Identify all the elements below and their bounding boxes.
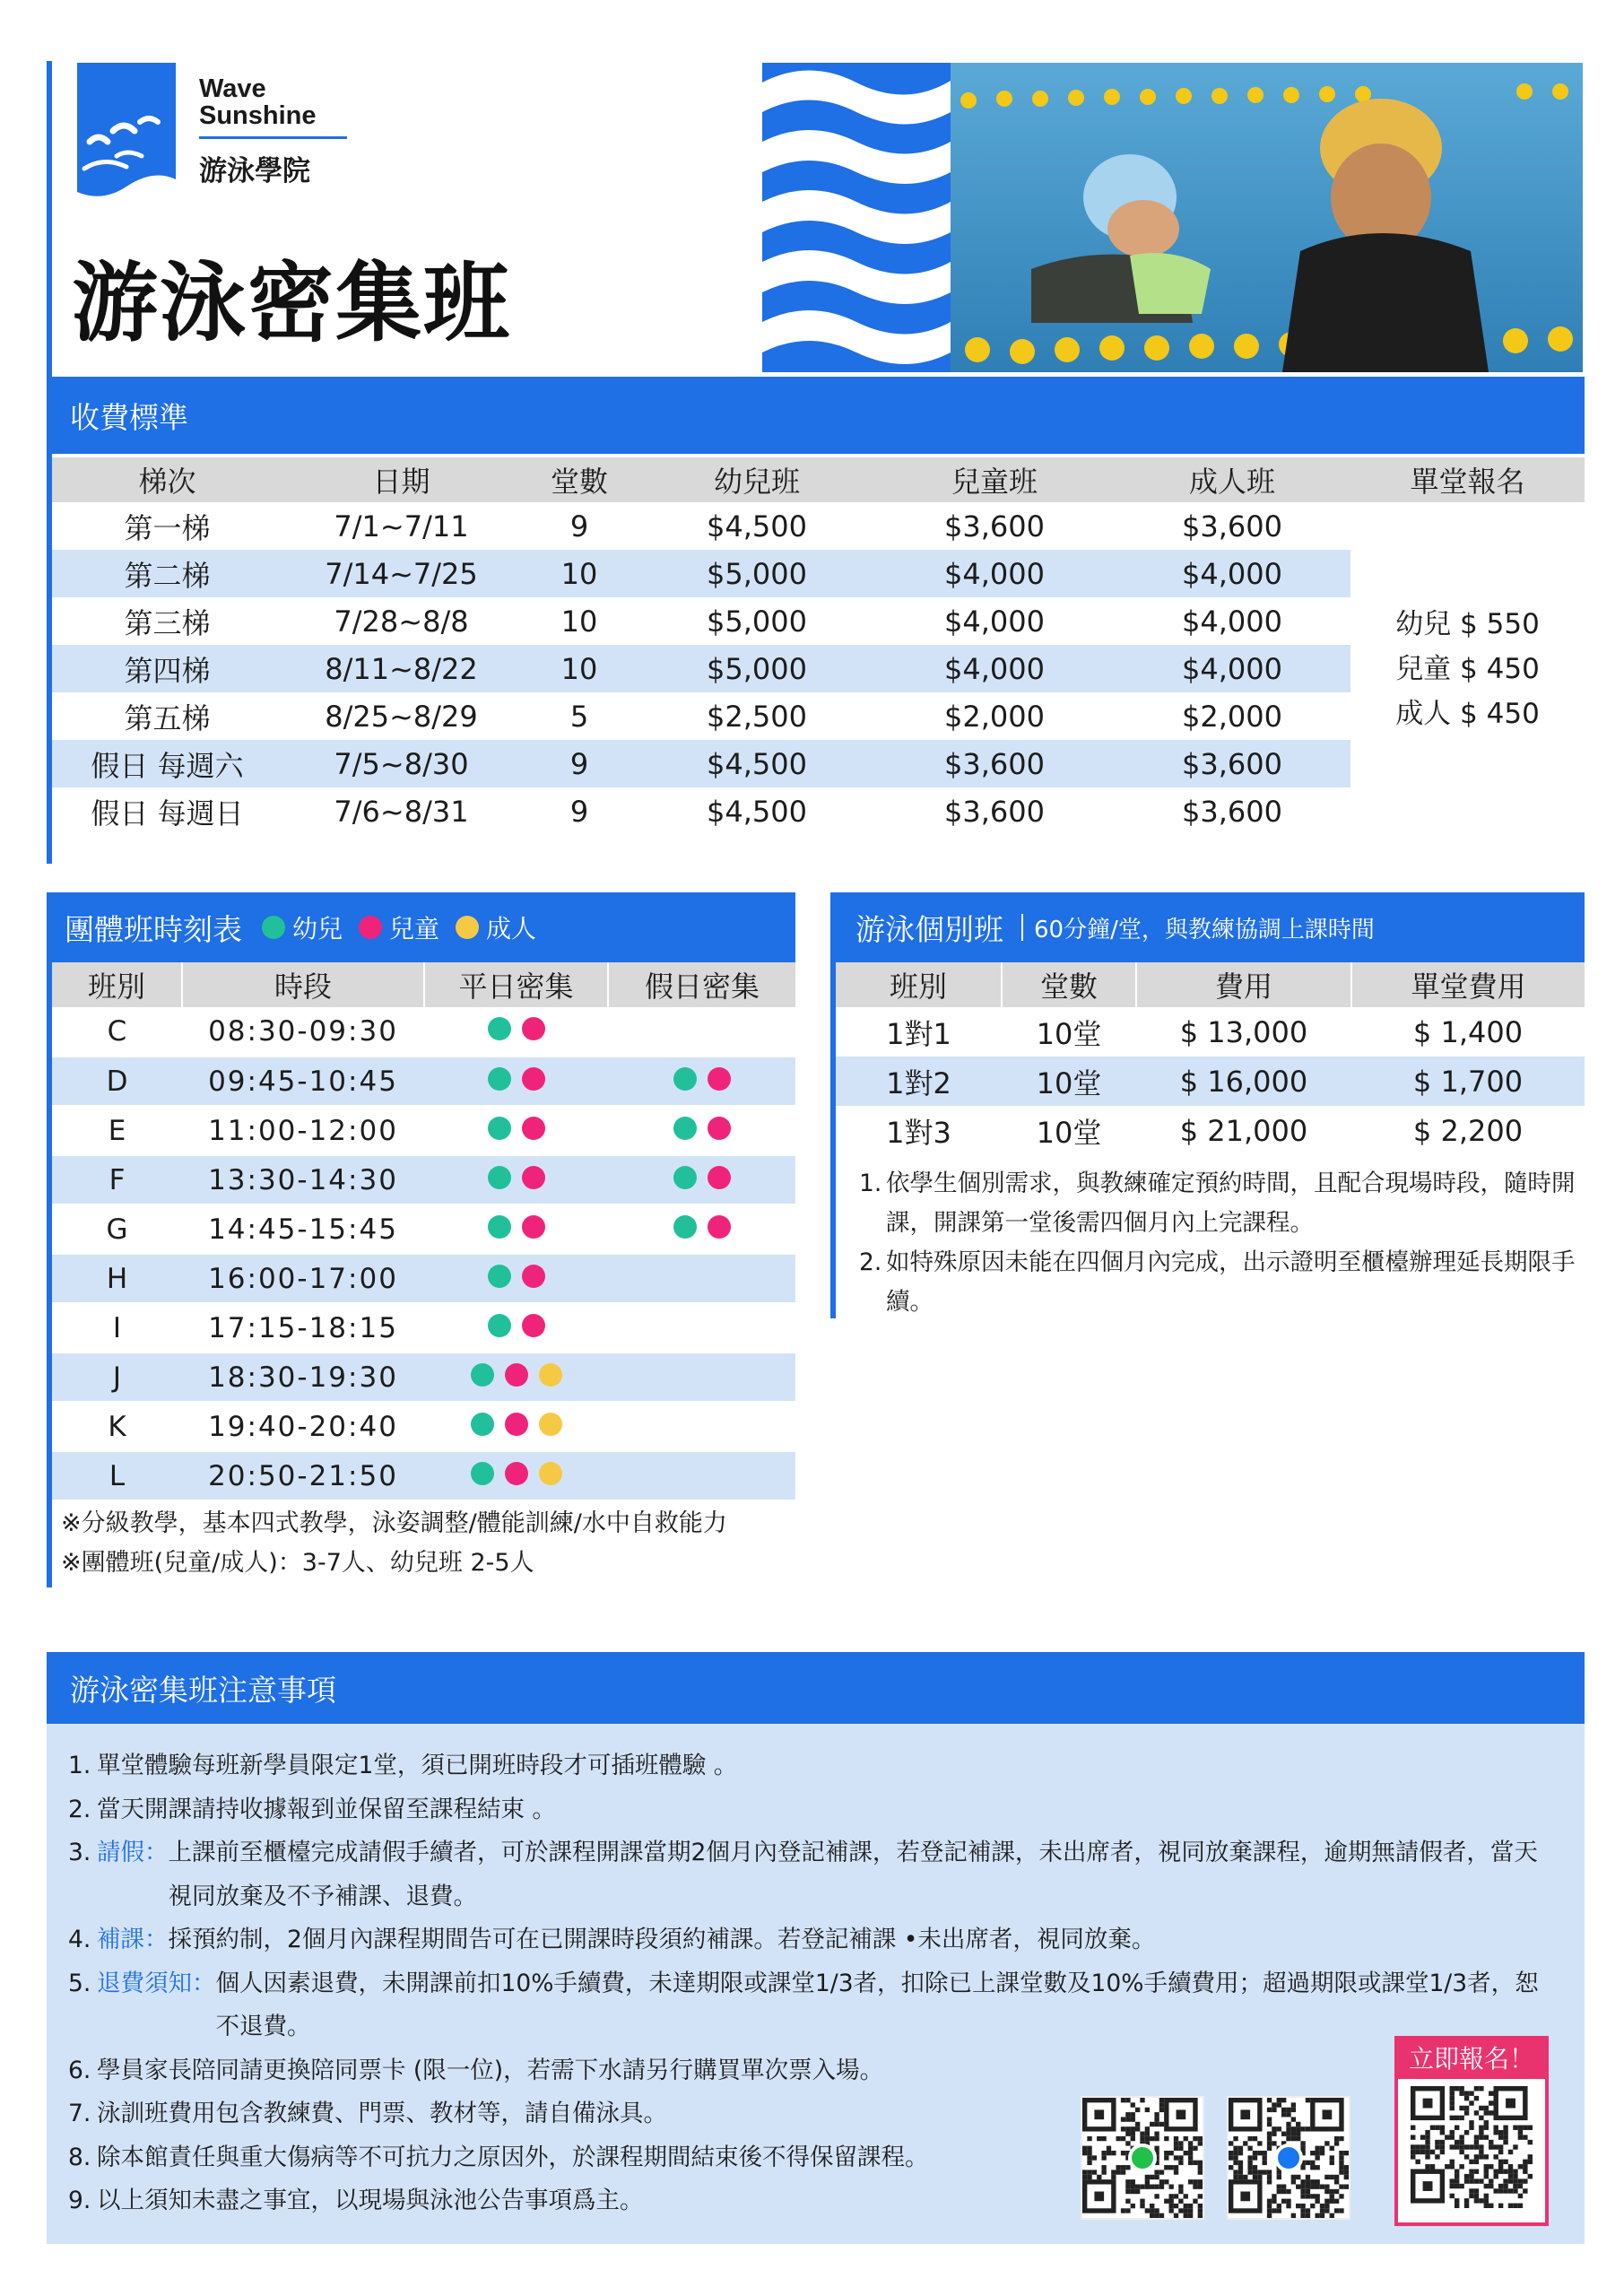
single-session-prices [1350,502,1585,835]
individual-cell: $ 2,200 [1412,1113,1524,1148]
schedule-heading-bar [47,892,795,962]
fees-cell: $3,600 [944,509,1045,544]
availability-dots [488,1215,545,1239]
pink-dot-icon [359,916,382,939]
notice-item [68,1831,1548,1918]
legend-adult: 成人 [456,909,536,945]
notice-label: 請假： [97,1839,169,1866]
individual-subheading: 60分鐘/堂，與教練協調上課時間 [1034,916,1375,944]
signup-box[interactable] [1394,2036,1549,2226]
schedule-weekday [424,1352,608,1402]
child-dot-icon [505,1462,528,1485]
fees-col-single: 單堂報名 [1350,457,1585,502]
schedule-col-time: 時段 [182,962,424,1007]
schedule-table-wrap [52,962,795,1501]
schedule-table [52,962,795,1501]
child-dot-icon [522,1166,545,1189]
notice-number: 8. [68,2143,91,2171]
individual-cell: 1對3 [886,1115,951,1150]
schedule-weekend [608,1402,795,1451]
child-dot-icon [522,1314,545,1337]
fees-col-tier: 梯次 [52,457,282,502]
schedule-weekday [424,1303,608,1352]
brand-text [199,75,347,188]
schedule-row [52,1106,795,1155]
individual-row [836,1057,1585,1106]
heading-divider [1021,914,1023,941]
toddler-dot-icon [673,1117,697,1140]
schedule-class: L [52,1451,182,1500]
schedule-weekday [424,1057,608,1106]
schedule-weekday [424,1254,608,1303]
fees-cell: $4,000 [875,550,1114,597]
schedule-weekend [608,1303,795,1352]
child-dot-icon [522,1017,545,1040]
schedule-time: 11:00-12:00 [182,1106,424,1155]
notice-item [68,2092,1081,2136]
fees-cell: $4,000 [1182,604,1282,639]
yellow-dot-icon [456,916,479,939]
child-dot-icon [505,1363,528,1387]
qr-line-icon [1082,2098,1203,2218]
fees-cell: 10 [520,550,638,597]
notice-item [68,2049,1566,2093]
fees-cell: $4,000 [1114,645,1350,692]
schedule-note: ※團體班(兒童/成人)：3-7人、幼兒班 2-5人 [61,1549,534,1577]
schedule-weekend [608,1057,795,1106]
individual-cell: $ 21,000 [1179,1113,1308,1148]
schedule-time: 20:50-21:50 [182,1451,424,1500]
availability-dots [673,1166,731,1189]
fees-cell: 假日 每週六 [52,740,282,787]
individual-cell: 1對2 [836,1057,1002,1106]
notice-text: 學員家長陪同請更換陪同票卡 (限一位)，若需下水請另行購買單次票入場。 [97,2056,884,2084]
fees-cell: $3,600 [1182,794,1282,829]
notice-item [68,1744,1566,1788]
fees-cell: 7/14~7/25 [282,550,520,597]
availability-dots [488,1314,545,1337]
notice-label: 補課： [97,1926,169,1953]
schedule-row [52,1254,795,1303]
adult-dot-icon [539,1413,562,1436]
brand-academy: 游泳學院 [199,155,310,187]
schedule-weekday [424,1402,608,1451]
schedule-row [52,1205,795,1254]
signup-qr-wrap [1398,2079,1545,2219]
individual-cell: 1對1 [886,1016,951,1051]
notice-item [68,2136,1081,2180]
legend-toddler: 幼兒 [262,909,343,945]
fees-col-child: 兒童班 [875,457,1114,502]
schedule-class: D [52,1057,182,1106]
fees-heading-bar [47,377,1585,454]
notice-text: 以上須知未盡之事宜，以現場與泳池公告事項爲主。 [97,2187,644,2214]
schedule-weekday [424,1155,608,1205]
facebook-qr-code[interactable] [1227,2096,1350,2220]
fees-cell: $4,000 [944,604,1045,639]
availability-dots [471,1363,562,1387]
individual-cell: $ 1,400 [1412,1014,1524,1049]
page-title: 游泳密集班 [72,253,511,353]
child-dot-icon [505,1413,528,1436]
notice-item [68,1962,1548,2049]
notice-heading: 游泳密集班注意事項 [70,1672,336,1708]
individual-cell: 10堂 [1036,1115,1102,1150]
individual-cell: $ 13,000 [1179,1014,1308,1049]
schedule-class: I [52,1303,182,1352]
wave-stripes-icon [762,63,951,372]
individual-table [836,962,1585,1155]
line-qr-code[interactable] [1081,2096,1204,2220]
child-dot-icon [522,1215,545,1239]
fees-cell: $4,000 [1114,550,1350,597]
notice-item [68,1788,1566,1832]
schedule-class: K [52,1402,182,1451]
schedule-time: 18:30-19:30 [182,1352,424,1402]
fees-cell: 10 [560,604,598,639]
schedule-time: 09:45-10:45 [182,1057,424,1106]
notice-text: 單堂體驗每班新學員限定1堂，須已開班時段才可插班體驗 。 [97,1752,738,1779]
toddler-dot-icon [488,1314,511,1337]
fees-cell: $3,600 [1114,740,1350,787]
qr-facebook-icon [1229,2098,1349,2218]
notice-number: 4. [68,1926,91,1953]
schedule-weekend [608,1007,795,1057]
individual-col-single: 單堂費用 [1351,962,1585,1007]
individual-row [836,1106,1585,1155]
notice-text: 當天開課請持收據報到並保留至課程結束 。 [97,1795,556,1823]
toddler-dot-icon [673,1215,697,1239]
fees-cell: 9 [569,794,589,829]
toddler-dot-icon [488,1166,511,1189]
fees-cell: $4,000 [875,645,1114,692]
schedule-heading: 團體班時刻表 [65,911,242,947]
adult-dot-icon [539,1363,562,1387]
fees-cell: $3,600 [1182,509,1282,544]
fees-cell: 第四梯 [52,645,282,692]
notice-number: 1. [68,1752,91,1779]
notice-text: 泳訓班費用包含教練費、門票、教材等，請自備泳具。 [97,2100,667,2127]
fees-cell: 第一梯 [124,510,211,545]
toddler-dot-icon [673,1166,697,1189]
fees-cell: $4,500 [707,509,807,544]
fees-cell: 7/28~8/8 [334,604,469,639]
schedule-weekend [608,1106,795,1155]
teal-dot-icon [262,916,285,939]
availability-dots [488,1166,545,1189]
single-price-child: 兒童 $ 450 [1395,652,1540,685]
toddler-dot-icon [488,1017,511,1040]
child-dot-icon [522,1117,545,1140]
schedule-time: 16:00-17:00 [182,1254,424,1303]
fees-cell: $2,000 [944,699,1045,734]
fees-cell: 8/25~8/29 [325,699,478,734]
schedule-row [52,1057,795,1106]
brand-logo [77,63,176,204]
schedule-class: G [52,1205,182,1254]
schedule-row [52,1007,795,1057]
schedule-weekend [608,1155,795,1205]
fees-cell: 7/1~7/11 [334,509,469,544]
notice-text: 上課前至櫃檯完成請假手續者，可於課程開課當期2個月內登記補課，若登記補課，未出席者，視同放棄課程，逾期無請假者，當天視同放棄及不予補課、退費。 [168,1839,1538,1910]
toddler-dot-icon [488,1215,511,1239]
fees-table [52,457,1585,835]
availability-dots [673,1215,731,1239]
availability-dots [673,1117,731,1140]
notice-number: 6. [68,2056,91,2084]
schedule-weekday [424,1451,608,1500]
child-dot-icon [708,1215,731,1239]
schedule-note: ※分級教學，基本四式教學，泳姿調整/體能訓練/水中自救能力 [61,1509,727,1537]
toddler-dot-icon [488,1067,511,1091]
individual-note: 1. 依學生個別需求，與教練確定預約時間，且配合現場時段，隨時開課，開課第一堂後需四個月內上完課程。 [859,1170,1576,1237]
wave-logo-icon [77,63,176,204]
schedule-weekday [424,1205,608,1254]
brand-name-line2: Sunshine [199,101,317,130]
individual-notes [859,1164,1576,1322]
fees-cell: 8/11~8/22 [282,645,520,692]
adult-dot-icon [539,1462,562,1485]
fees-cell: 9 [569,509,589,544]
individual-cell: $ 16,000 [1136,1057,1351,1106]
single-price-toddler: 幼兒 $ 550 [1395,607,1540,640]
wave-pattern [762,63,951,372]
toddler-dot-icon [488,1265,511,1288]
fees-cell: $2,000 [1182,699,1282,734]
fees-cell: $3,600 [944,794,1045,829]
qr-signup-icon [1411,2086,1533,2208]
child-dot-icon [522,1067,545,1091]
individual-cell: $ 1,700 [1351,1057,1585,1106]
schedule-time: 13:30-14:30 [182,1155,424,1205]
schedule-col-weekend: 假日密集 [608,962,795,1007]
fees-cell: 10 [520,645,638,692]
schedule-class: H [52,1254,182,1303]
availability-dots [471,1413,562,1436]
fees-col-toddler: 幼兒班 [638,457,875,502]
fees-cell: $2,500 [707,699,807,734]
fees-cell: $4,500 [638,740,875,787]
fees-col-date: 日期 [282,457,520,502]
fees-cell: 7/5~8/30 [282,740,520,787]
availability-dots [673,1067,731,1091]
individual-heading: 游泳個別班 [855,911,1003,947]
schedule-class: E [52,1106,182,1155]
fees-cell: 第三梯 [124,605,211,640]
fees-row [52,502,1585,550]
notice-heading-bar [47,1652,1585,1724]
toddler-dot-icon [488,1117,511,1140]
availability-dots [471,1462,562,1485]
child-dot-icon [708,1117,731,1140]
fees-cell: 7/6~8/31 [334,794,469,829]
schedule-body [52,1007,795,1500]
child-dot-icon [522,1265,545,1288]
schedule-class: F [52,1155,182,1205]
schedule-weekday [424,1106,608,1155]
individual-table-wrap [836,962,1585,1155]
notice-item [68,2179,1081,2223]
schedule-time: 17:15-18:15 [182,1303,424,1352]
schedule-col-weekday: 平日密集 [424,962,608,1007]
notice-text: 個人因素退費，未開課前扣10%手續費，未達期限或課堂1/3者，扣除已上課堂數及10%手續費用；超過期限或課堂1/3者，恕不退費。 [215,1969,1539,2040]
single-price-adult: 成人 $ 450 [1395,697,1540,730]
availability-dots [488,1265,545,1288]
toddler-dot-icon [471,1363,494,1387]
fees-table-wrap [52,457,1585,835]
fees-heading: 收費標準 [70,399,188,435]
schedule-notes [61,1504,727,1583]
schedule-row [52,1303,795,1352]
individual-row [836,1007,1585,1057]
schedule-weekend [608,1254,795,1303]
brand-divider [199,136,347,139]
fees-col-sessions: 堂數 [520,457,638,502]
toddler-dot-icon [471,1413,494,1436]
schedule-row [52,1451,795,1500]
notice-number: 9. [68,2187,91,2214]
fees-cell: $4,500 [707,794,807,829]
schedule-weekend [608,1352,795,1402]
schedule-row [52,1352,795,1402]
brand-name-line1: Wave [199,74,266,103]
notice-number: 5. [68,1969,91,1997]
fees-col-adult: 成人班 [1114,457,1350,502]
schedule-row [52,1155,795,1205]
schedule-row [52,1402,795,1451]
individual-col-sessions: 堂數 [1002,962,1136,1007]
availability-dots [488,1117,545,1140]
schedule-weekend [608,1451,795,1500]
fees-cell: 第二梯 [52,550,282,597]
availability-dots [488,1017,545,1040]
toddler-dot-icon [471,1462,494,1485]
individual-note: 2. 如特殊原因未能在四個月內完成，出示證明至櫃檯辦理延長期限手續。 [859,1248,1576,1316]
signup-label: 立即報名！ [1398,2039,1545,2079]
swimming-lesson-photo [951,63,1583,372]
notice-item [68,1918,1566,1962]
individual-col-class: 班別 [836,962,1002,1007]
schedule-time: 19:40-20:40 [182,1402,424,1451]
schedule-time: 08:30-09:30 [182,1007,424,1057]
fees-cell: $3,600 [875,740,1114,787]
schedule-col-class: 班別 [52,962,182,1007]
legend-child: 兒童 [359,909,439,945]
notice-text: 除本館責任與重大傷病等不可抗力之原因外，於課程期間結束後不得保留課程。 [97,2143,929,2171]
child-dot-icon [708,1166,731,1189]
fees-cell: $5,000 [638,550,875,597]
toddler-dot-icon [673,1067,697,1091]
individual-heading-bar [830,892,1585,962]
schedule-weekday [424,1007,608,1057]
notice-label: 退費須知： [97,1969,216,1997]
fees-cell: 5 [569,699,589,734]
individual-col-fee: 費用 [1136,962,1351,1007]
notice-number: 3. [68,1839,91,1866]
schedule-weekend [608,1205,795,1254]
availability-dots [488,1067,545,1091]
schedule-class: C [52,1007,182,1057]
schedule-time: 14:45-15:45 [182,1205,424,1254]
child-dot-icon [708,1067,731,1091]
individual-cell: 10堂 [1036,1016,1102,1051]
hero-photo [951,63,1583,372]
notice-text: 採預約制，2個月內課程期間告可在已開課時段須約補課。若登記補課 •未出席者，視同放棄。 [168,1926,1156,1953]
individual-cell: 10堂 [1002,1057,1136,1106]
notice-number: 7. [68,2100,91,2127]
fees-cell: 9 [520,740,638,787]
notice-number: 2. [68,1795,91,1823]
fees-cell: $5,000 [707,604,807,639]
fees-cell: $5,000 [638,645,875,692]
schedule-class: J [52,1352,182,1402]
fees-cell: 假日 每週日 [91,796,244,831]
fees-cell: 第五梯 [124,700,211,735]
